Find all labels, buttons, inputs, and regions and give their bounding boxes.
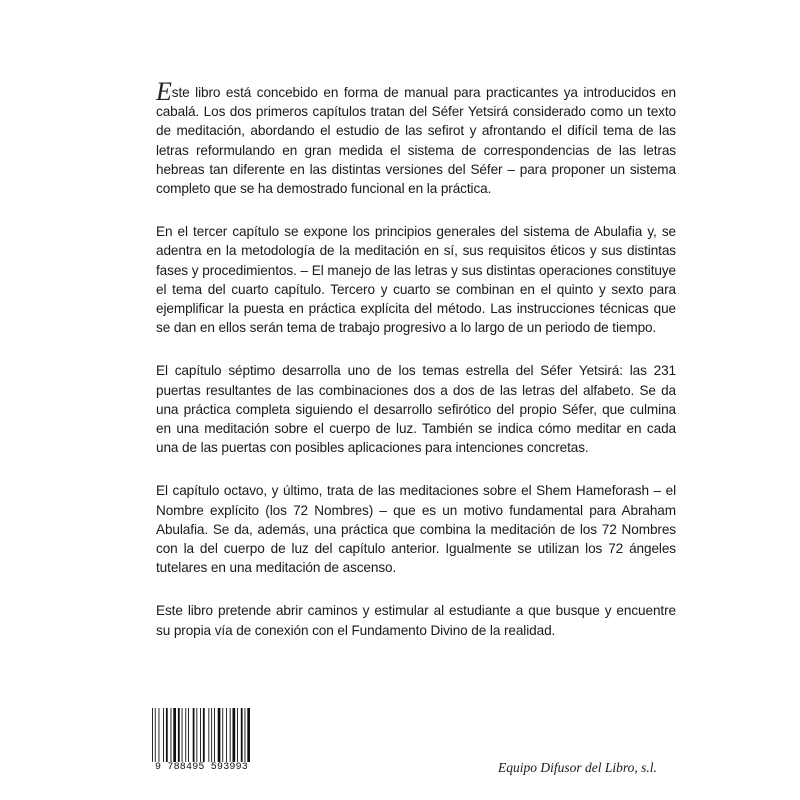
paragraph-1-text: ste libro está concebido en forma de manual para practicantes ya introducidos en cabalá. Los dos primeros capítulos tratan del Séfer Yetsirá considerado como un texto de meditación, abordando el estudio de las sefirot y afrontando el difícil tema de las letras reformulando en gran medida el sistema de correspondencias de las letras hebreas tan diferente en las distintas versiones del Séfer – para proponer un sistema completo que se ha demostrado funcional en la práctica.	[156, 85, 676, 197]
barcode-bar	[188, 708, 189, 762]
isbn-digits: 9 788495 593993	[154, 762, 248, 773]
paragraph-4: El capítulo octavo, y último, trata de las meditaciones sobre el Shem Hameforash – el Nombre explícito (los 72 Nombres) – que es un motivo fundamental para Abraham Abulafia. Se da, además, una práctica que combina la meditación de los 72 Nombres con la del cuerpo de luz del capítulo anterior. Igualmente se utilizan los 72 ángeles tutelares en una meditación de ascenso.	[156, 483, 676, 576]
paragraph-3: El capítulo séptimo desarrolla uno de los temas estrella del Séfer Yetsirá: las 231 puertas resultantes de las combinaciones dos a dos de las letras del alfabeto. Se da una práctica completa siguiendo el desarrollo sefirótico del propio Séfer, que culmina en una meditación sobre el cuerpo de luz. También se indica cómo meditar en cada una de las puertas con posibles aplicaciones para intenciones concretas.	[156, 363, 676, 456]
barcode-bar	[203, 708, 205, 762]
barcode-bar	[233, 708, 236, 762]
barcode-bar	[226, 708, 227, 762]
barcode-bar	[208, 708, 209, 762]
publisher-name: Equipo Difusor del Libro, s.l.	[498, 760, 657, 775]
paragraph-1	[156, 77, 676, 198]
barcode-bar	[237, 708, 238, 762]
barcode-bar	[193, 708, 195, 762]
barcode-bars	[150, 708, 253, 762]
barcode-bar	[247, 708, 250, 762]
barcode-bar	[185, 708, 186, 762]
barcode-bar	[171, 708, 172, 762]
barcode-bar	[211, 708, 212, 762]
barcode-bar	[163, 708, 164, 762]
barcode-bar	[159, 708, 160, 762]
barcode-bar	[152, 708, 153, 762]
isbn-barcode	[150, 708, 253, 773]
barcode-bar	[245, 708, 246, 762]
barcode-bar	[230, 708, 231, 762]
barcode-bar	[182, 708, 183, 762]
barcode-bar	[214, 708, 215, 762]
barcode-bar	[200, 708, 201, 762]
paragraph-5: Este libro pretende abrir caminos y estimular al estudiante a que busque y encuentre su propia vía de conexión con el Fundamento Divino de la realidad.	[156, 603, 676, 638]
barcode-bar	[178, 708, 180, 762]
barcode-bar	[222, 708, 223, 762]
dropcap-letter: E	[156, 77, 172, 106]
barcode-bar	[173, 708, 176, 762]
paragraph-2: En el tercer capítulo se expone los principios generales del sistema de Abulafia y, se adentra en la metodología de la meditación en sí, sus requisitos éticos y sus distintas fases y procedimientos. – El manejo de las letras y sus distintas operaciones constituye el tema del cuarto capítulo. Tercero y cuarto se combinan en el quinto y sexto para ejemplificar la puesta en práctica explícita del método. Las instrucciones técnicas que se dan en ellos serán tema de trabajo progresivo a lo largo de un periodo de tiempo.	[156, 224, 676, 336]
barcode-bar	[155, 708, 156, 762]
synopsis-text	[156, 77, 676, 664]
barcode-bar	[196, 708, 197, 762]
barcode-bar	[218, 708, 221, 762]
barcode-bar	[241, 708, 243, 762]
barcode-bar	[166, 708, 168, 762]
